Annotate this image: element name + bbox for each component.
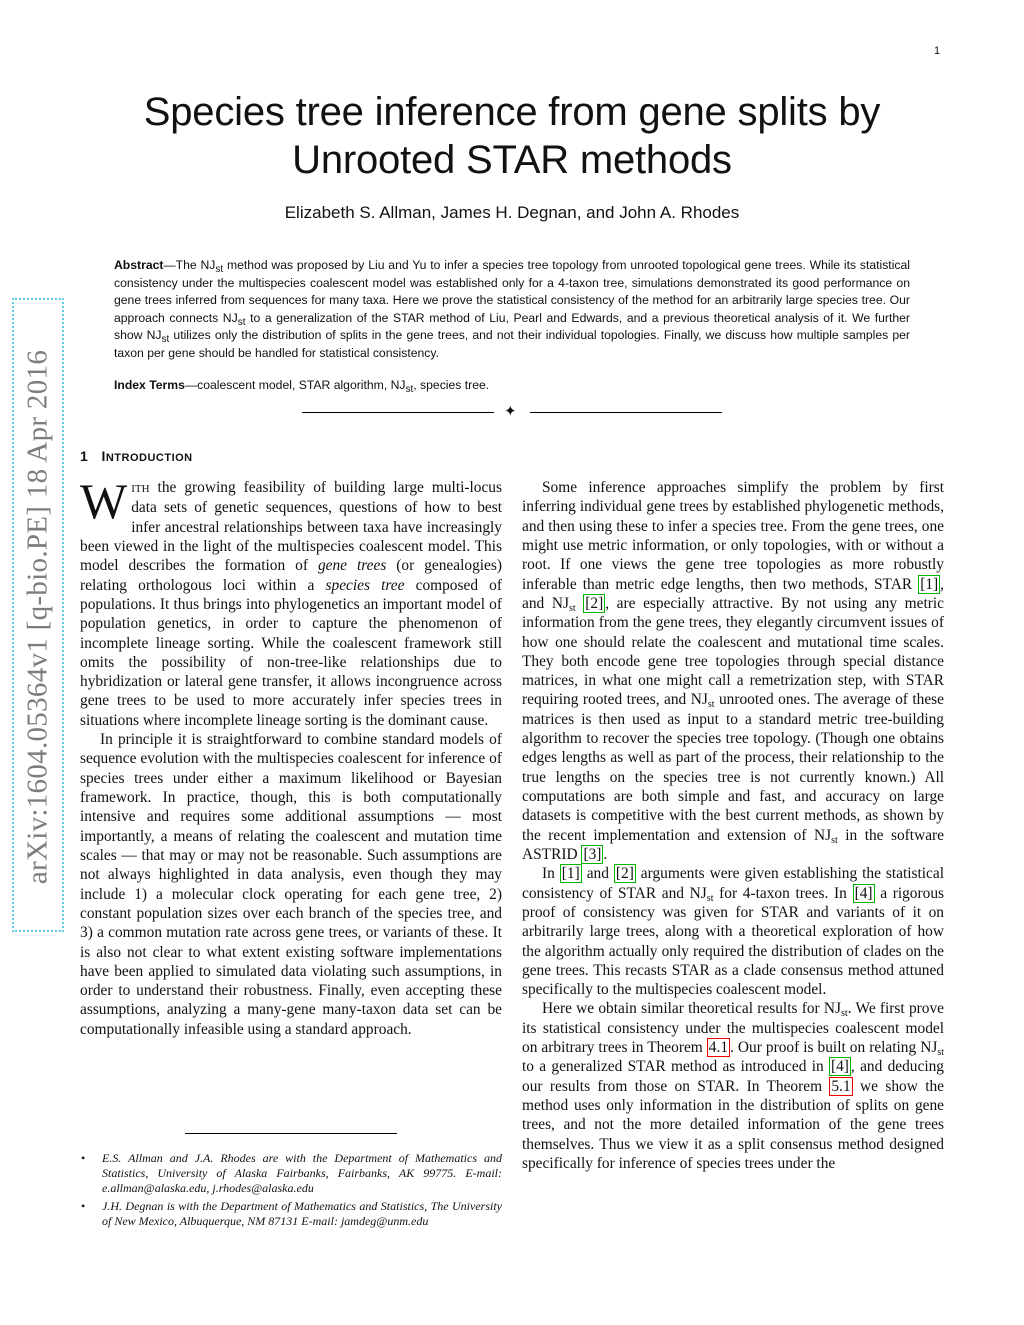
footnote xyxy=(80,1151,502,1195)
arxiv-identifier[interactable]: arXiv:1604.05364v1 [q-bio.PE] 18 Apr 2016 xyxy=(21,349,54,885)
paper-title xyxy=(80,88,944,184)
paragraph-text: In xyxy=(542,865,560,883)
abstract-text: to a generalization of the STAR method of Liu, Pearl and Edwards, and a previous theoretical analysis of it. We further show NJ xyxy=(114,310,910,343)
paragraph-text: we show the method uses only information in the distribution of splits on gene trees, and not the more detailed information of the gene trees themselves. Thus we view it as a split consensus method designed specifically for inference of species trees under the xyxy=(522,1077,944,1172)
theorem-link[interactable]: 5.1 xyxy=(831,1077,851,1095)
section-divider xyxy=(300,402,724,422)
footnote-text: E.S. Allman and J.A. Rhodes are with the Department of Mathematics and Statistics, University of Alaska Fairbanks, Fairbanks, AK 99775. E-mail: e.allman@alaska.edu, j.rhodes@alaska.edu xyxy=(102,1151,502,1195)
paragraph xyxy=(80,473,502,730)
title-line-2: Unrooted STAR methods xyxy=(292,138,732,182)
abstract-text: method was proposed by Liu and Yu to infer a species tree topology from unrooted topological gene trees. While its statistical consistency under the multispecies coalescent model was established only for a 4-taxon tree, simulations demonstrated its good performance on gene trees inferred from sequences for many taxa. Here we prove the statistical consistency of the method for an arbitrarily large species tree. Our approach connects NJ xyxy=(114,258,910,325)
page-number: 1 xyxy=(934,45,941,57)
drop-cap: W xyxy=(80,473,128,529)
section-heading xyxy=(80,448,193,464)
paragraph-text: arguments were given establishing the statistical consistency of STAR and NJ xyxy=(522,865,944,902)
smallcaps-text: ith xyxy=(131,480,150,496)
paragraph-text: unrooted ones. The average of these matrices is then used as input to a standard metric tree-building algorithm to recover the species tree topology. (Though one obtains edges lengths as well as part of the process, their relationship to the true lengths on the species tree is not currently known.) All computations are both simple and fast, and accuracy on large datasets is competitive with the best current methods, as shown by the recent implementation and extension of NJ xyxy=(522,691,944,844)
citation-link[interactable]: [1] xyxy=(561,865,580,883)
paragraph-text: a rigorous proof of consistency was given for STAR and variants of it on arbitrarily large trees, along with a theoretical exploration of how the algorithm actually only required the distribution of clades on the gene trees. This recasts STAR as a clade consensus method attuned specifically to the multispecies coalescent model. xyxy=(522,884,945,999)
paragraph-text: for 4-taxon trees. In xyxy=(713,884,853,902)
right-column xyxy=(522,478,944,1173)
paragraph-text: Some inference approaches simplify the problem by first inferring individual gene trees by established phylogenetic methods, and then using these to infer a species tree. From the gene trees, one might use metric information, or only topologies, with or without a root. If one views the gene tree topologies as more robustly inferable than metric edge lengths, then two methods, STAR xyxy=(522,479,944,593)
subscript-st: st xyxy=(237,316,246,328)
paragraph-text: to a generalized STAR method as introduced in xyxy=(522,1058,829,1076)
paragraph-text: composed of populations. It thus brings into phylogenetics an important model of population genetics, in order to capture the phenomenon of incomplete lineage sorting. While the coalescent framework still omits the possibility of non-tree-like relationships due to hybridization or lateral gene transfer, it allows incongruence across gene trees to be used to more accurately infer species trees in situations where incomplete lineage sorting is the dominant cause. xyxy=(80,576,502,729)
section-number: 1 xyxy=(80,448,89,464)
footnote-text: J.H. Degnan is with the Department of Mathematics and Statistics, The University of New Mexico, Albuquerque, NM 87131 E-mail: jamdeg@unm.edu xyxy=(102,1199,502,1229)
emphasis-text: species tree xyxy=(325,576,405,594)
theorem-link[interactable]: 4.1 xyxy=(708,1039,729,1057)
paragraph xyxy=(522,999,944,1173)
paragraph-text: . Our proof is built on relating NJ xyxy=(730,1039,938,1057)
subscript-st: st xyxy=(161,334,170,346)
footnotes xyxy=(80,1151,502,1233)
divider-ornament-icon: ✦ xyxy=(504,404,517,420)
paragraph-text: . xyxy=(603,845,608,863)
paragraph: In principle it is straightforward to combine standard models of sequence evolution with the multispecies coalescent for inference of species trees under either a maximum likelihood or Bayesian framework. In practice, though, this is both computationally intensive and requires some additional assumptions — most importantly, a means of relating the coalescent and mutation time scales — that may or may not be reasonable. Such assumptions are not always highlighted in data analysis, even though they may include 1) a molecular clock operating for each gene tree, 2) constant population sizes over each branch of the species tree, and 3) a common mutation rate across gene trees, or variants of these. It is also not clear to what extent existing software implementations have been applied to simulated data violating such assumptions, in order to understand their robustness. Finally, even accepting these assumptions, analyzing a many-gene many-taxon data set can be computationally infeasible using a standard approach. xyxy=(80,731,502,1038)
index-terms-label: Index Terms xyxy=(114,378,185,392)
subscript-st: st xyxy=(707,699,715,711)
subscript-st: st xyxy=(568,602,576,614)
citation-link[interactable]: [1] xyxy=(920,575,939,593)
subscript-st: st xyxy=(937,1047,944,1059)
abstract-label: Abstract xyxy=(114,258,164,272)
divider-line xyxy=(530,412,722,413)
authors: Elizabeth S. Allman, James H. Degnan, and John A. Rhodes xyxy=(284,203,740,222)
paragraph-text: , and deducing our results from those on STAR. In Theorem xyxy=(522,1058,944,1095)
citation-link[interactable]: [3] xyxy=(583,845,602,863)
abstract xyxy=(114,257,910,363)
footnote xyxy=(80,1199,502,1229)
paragraph-text: Here we obtain similar theoretical results for NJ xyxy=(542,1000,842,1018)
citation-link[interactable]: [2] xyxy=(615,865,634,883)
index-terms-text: , species tree. xyxy=(413,378,490,392)
citation-link[interactable]: [4] xyxy=(854,884,873,902)
footnote-rule xyxy=(185,1133,397,1134)
abstract-text: —The NJ xyxy=(163,258,216,272)
left-column xyxy=(80,473,502,1039)
subscript-st: st xyxy=(831,834,838,846)
paragraph-text: , are especially attractive. By not using any metric information from the gene trees, they elegantly circumvent issues of how one should relate the coalescent and mutational time scales. They both encode gene tree topologies through special distance matrices, in what one might call a remetrization step, with STAR requiring rooted trees, and NJ xyxy=(522,594,944,709)
subscript-st: st xyxy=(706,892,714,904)
subscript-st: st xyxy=(405,384,414,395)
paragraph-text: , and NJ xyxy=(522,575,944,612)
index-terms xyxy=(114,378,910,395)
emphasis-text: gene trees xyxy=(317,557,387,575)
paragraph xyxy=(522,864,944,999)
paragraph-text: . We first prove its statistical consistency under the multispecies coalescent model on arbitrary trees in Theorem xyxy=(522,1000,944,1057)
paragraph xyxy=(522,478,944,864)
subscript-st: st xyxy=(841,1008,848,1020)
subscript-st: st xyxy=(215,264,224,275)
abstract-text: utilizes only the distribution of splits in the gene trees, and not their individual topologies. Finally, we discuss how multiple samples per taxon per gene should be handled for statistical consistency. xyxy=(114,328,910,360)
citation-link[interactable]: [2] xyxy=(585,594,604,612)
section-title-first: I xyxy=(101,448,106,464)
paragraph-text: and xyxy=(581,865,614,883)
paragraph-text: (or genealogies) relating orthologous loci within a xyxy=(80,557,502,594)
bullet-icon: • xyxy=(81,1199,86,1214)
section-title-rest: NTRODUCTION xyxy=(105,452,193,464)
divider-line xyxy=(302,412,494,413)
bullet-icon: • xyxy=(81,1151,86,1165)
index-terms-text: —coalescent model, STAR algorithm, NJ xyxy=(184,378,406,392)
paragraph-text: in the software ASTRID xyxy=(522,826,944,863)
title-line-1: Species tree inference from gene splits by xyxy=(143,90,881,134)
citation-link[interactable]: [4] xyxy=(830,1058,849,1076)
paragraph-text: the growing feasibility of building large multi-locus data sets of genetic sequences, questions of how to best infer ancestral relationships between taxa have increasingly been viewed in the light of the multispecies coalescent model. This model describes the formation of xyxy=(80,479,502,575)
